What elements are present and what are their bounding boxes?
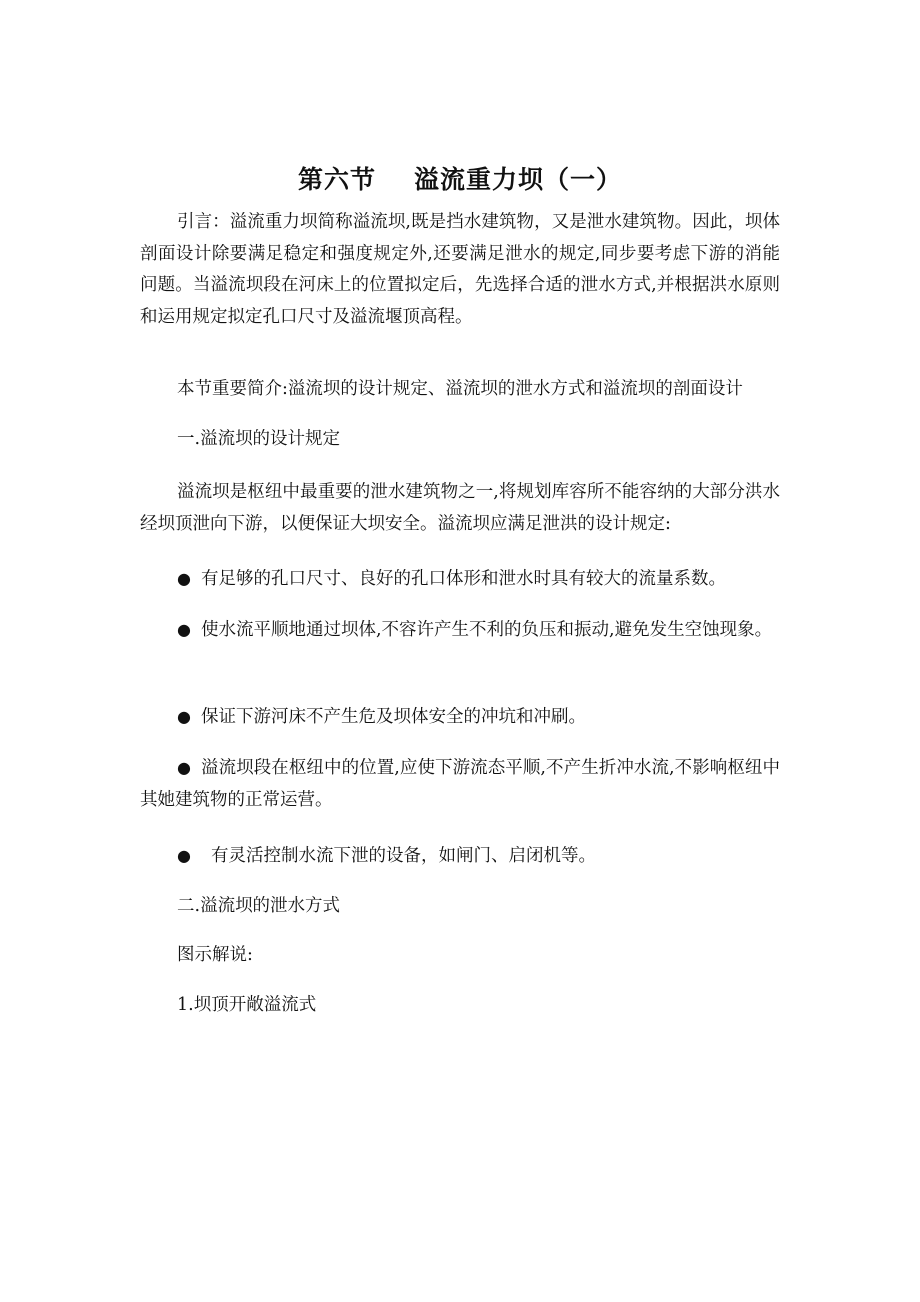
intro-paragraph: 引言：溢流重力坝简称溢流坝,既是挡水建筑物，又是泄水建筑物。因此，坝体剖面设计除要满足稳定和强度规定外,还要满足泄水的规定,同步要考虑下游的消能问题。当溢流坝段在河床上的位置拟定后，先选择合适的泄水方式,并根据洪水原则和运用规定拟定孔口尺寸及溢流堰顶高程。	[140, 212, 780, 327]
section-name: 溢流重力坝（一）	[414, 165, 623, 194]
list-item-text: 溢流坝段在枢纽中的位置,应使下游流态平顺,不产生折冲水流,不影响枢纽中其她建筑物的正常运营。	[140, 758, 780, 810]
list-item	[140, 752, 780, 816]
bullet-icon: ●	[177, 707, 191, 726]
list-item-text: 使水流平顺地通过坝体,不容许产生不利的负压和振动,避免发生空蚀现象。	[200, 620, 773, 640]
bullet-icon: ●	[177, 569, 191, 588]
design-requirements-paragraph: 溢流坝是枢纽中最重要的泄水建筑物之一,将规划库容所不能容纳的大部分洪水经坝顶泄向下游，以便保证大坝安全。溢流坝应满足泄洪的设计规定:	[140, 482, 780, 534]
list-item-text: 有足够的孔口尺寸、良好的孔口体形和泄水时具有较大的流量系数。	[200, 569, 726, 589]
heading-design-requirements: 一.溢流坝的设计规定	[177, 429, 341, 449]
heading-discharge-methods: 二.溢流坝的泄水方式	[177, 896, 341, 916]
section-summary: 本节重要简介:溢流坝的设计规定、溢流坝的泄水方式和溢流坝的剖面设计	[177, 379, 743, 399]
bullet-icon: ●	[177, 758, 192, 777]
bullet-icon: ●	[177, 620, 191, 639]
bullet-icon: ●	[177, 846, 191, 865]
list-item-text: 有灵活控制水流下泄的设备，如闸门、启闭机等。	[210, 846, 596, 866]
list-item	[140, 701, 780, 734]
page-title	[0, 160, 920, 196]
section-number: 第六节	[297, 165, 376, 194]
list-item-text: 保证下游河床不产生危及坝体安全的冲坑和冲刷。	[200, 707, 586, 727]
list-item	[140, 614, 780, 647]
figure-note: 图示解说:	[177, 945, 253, 965]
list-item	[140, 563, 780, 596]
subitem-open-crest-overflow: 1.坝顶开敞溢流式	[177, 995, 317, 1015]
list-item	[140, 840, 780, 873]
